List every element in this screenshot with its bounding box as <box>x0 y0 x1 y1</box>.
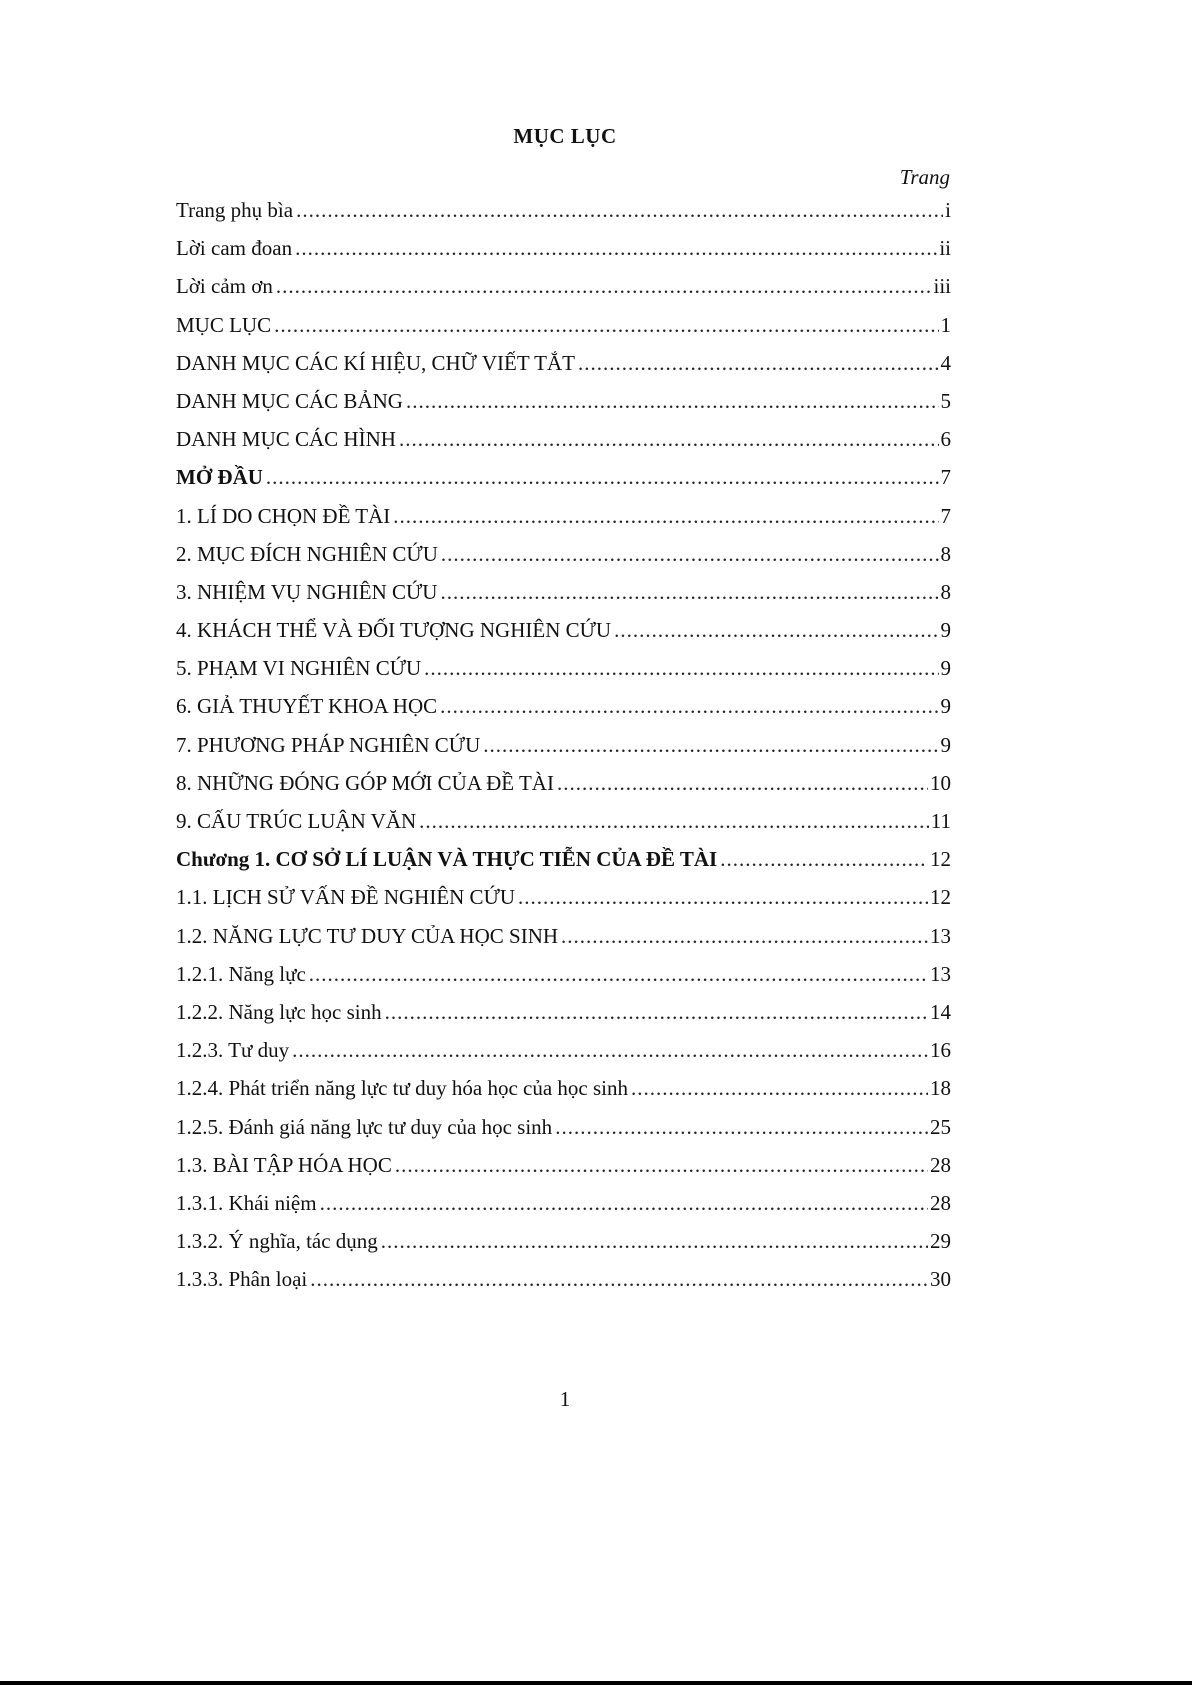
toc-entry-label: 1.2.4. Phát triển năng lực tư duy hóa học của học sinh <box>176 1076 629 1101</box>
toc-entry-label: Lời cảm ơn <box>176 274 273 299</box>
toc-entry-label: 9. CẤU TRÚC LUẬN VĂN <box>176 809 417 833</box>
toc-entry-page: 29 <box>930 1229 951 1254</box>
page-title: MỤC LỤC <box>513 124 617 148</box>
toc-entry-page: 9 <box>940 694 951 719</box>
toc-entry-page: 6 <box>940 427 951 452</box>
toc-dot-leader <box>310 1267 928 1292</box>
toc-entry-label: 8. NHỮNG ĐÓNG GÓP MỚI CỦA ĐỀ TÀI <box>176 770 554 795</box>
toc-entry[interactable] <box>176 1267 951 1305</box>
toc-entry-page: 8 <box>940 541 951 566</box>
toc-entry-page: 7 <box>940 503 951 528</box>
toc-entry-label: 1. LÍ DO CHỌN ĐỀ TÀI <box>176 503 391 528</box>
toc-dot-leader <box>309 962 928 987</box>
toc-entry[interactable] <box>176 274 951 312</box>
toc-dot-leader <box>440 694 938 719</box>
toc-entry-label: 1.2.2. Năng lực học sinh <box>176 999 382 1024</box>
toc-dot-leader <box>296 198 943 223</box>
toc-entry[interactable] <box>176 580 951 618</box>
toc-entry-page: 8 <box>940 579 951 604</box>
toc-entry[interactable] <box>176 198 951 236</box>
toc-entry-label: 1.3.1. Khái niệm <box>176 1190 317 1215</box>
toc-entry[interactable] <box>176 389 951 427</box>
page-number: 1 <box>559 1387 571 1411</box>
toc-dot-leader <box>631 1076 928 1101</box>
toc-entry-page: 7 <box>940 465 951 490</box>
toc-entry[interactable] <box>176 1076 951 1114</box>
toc-entry[interactable] <box>176 1000 951 1038</box>
bottom-border <box>0 1681 1192 1685</box>
toc-entry[interactable] <box>176 771 951 809</box>
toc-dot-leader <box>557 771 928 796</box>
toc-dot-leader <box>276 274 932 299</box>
toc-entry-label: 1.2.5. Đánh giá năng lực tư duy của học sinh <box>176 1114 553 1139</box>
toc-entry-label: 1.1. LỊCH SỬ VẤN ĐỀ NGHIÊN CỨU <box>176 885 516 910</box>
toc-dot-leader <box>292 1038 928 1063</box>
toc-entry-page: 12 <box>930 885 951 910</box>
toc-entry[interactable] <box>176 465 951 503</box>
toc-dot-leader <box>381 1229 928 1254</box>
toc-entry-page: 12 <box>930 847 951 872</box>
toc-dot-leader <box>578 351 939 376</box>
toc-dot-leader <box>393 504 938 529</box>
toc-entry-page: 28 <box>930 1190 951 1215</box>
toc-entry[interactable] <box>176 427 951 465</box>
toc-dot-leader <box>399 427 939 452</box>
toc-entry-page: iii <box>933 274 951 299</box>
toc-entry-page: 25 <box>930 1114 951 1139</box>
toc-entry-page: 4 <box>940 350 951 375</box>
toc-dot-leader <box>419 809 929 834</box>
toc-entry-page: 18 <box>930 1076 951 1101</box>
toc-entry[interactable] <box>176 313 951 351</box>
toc-entry-page: 9 <box>940 656 951 681</box>
toc-entry-label: DANH MỤC CÁC HÌNH <box>176 427 396 452</box>
toc-entry[interactable] <box>176 618 951 656</box>
toc-entry[interactable] <box>176 351 951 389</box>
toc-entry-page: 14 <box>930 999 951 1024</box>
toc-entry[interactable] <box>176 542 951 580</box>
toc-dot-leader <box>266 465 939 490</box>
toc-entry-label: 5. PHẠM VI NGHIÊN CỨU <box>176 656 422 681</box>
toc-entry-page: 9 <box>940 732 951 757</box>
toc-entry-label: Trang phụ bìa <box>176 198 294 222</box>
toc-entry-page: 30 <box>930 1267 951 1292</box>
toc-entry-label: 2. MỤC ĐÍCH NGHIÊN CỨU <box>176 541 438 566</box>
toc-entry-label: 7. PHƯƠNG PHÁP NGHIÊN CỨU <box>176 732 481 757</box>
toc-entry-page: 5 <box>940 388 951 413</box>
toc-entry[interactable] <box>176 1229 951 1267</box>
table-of-contents <box>176 198 951 1305</box>
toc-dot-leader <box>555 1115 928 1140</box>
toc-entry-label: MỞ ĐẦU <box>176 465 263 490</box>
toc-dot-leader <box>395 1153 928 1178</box>
toc-entry-label: 1.2. NĂNG LỰC TƯ DUY CỦA HỌC SINH <box>176 923 559 948</box>
toc-dot-leader <box>424 656 938 681</box>
toc-entry-page: ii <box>939 236 951 261</box>
toc-entry-page: 10 <box>930 770 951 795</box>
toc-dot-leader <box>320 1191 928 1216</box>
toc-dot-leader <box>518 885 928 910</box>
toc-entry-label: DANH MỤC CÁC KÍ HIỆU, CHỮ VIẾT TẮT <box>176 350 575 375</box>
toc-dot-leader <box>440 580 938 605</box>
toc-entry-page: 11 <box>930 809 951 833</box>
toc-dot-leader <box>483 733 938 758</box>
toc-entry-label: DANH MỤC CÁC BẢNG <box>176 388 403 413</box>
toc-entry[interactable] <box>176 656 951 694</box>
toc-entry-page: 28 <box>930 1152 951 1177</box>
toc-entry-page: 1 <box>940 312 951 337</box>
page-column-label: Trang <box>899 165 950 189</box>
toc-entry-page: 13 <box>930 961 951 986</box>
toc-entry[interactable] <box>176 504 951 542</box>
toc-entry[interactable] <box>176 809 951 847</box>
toc-dot-leader <box>441 542 939 567</box>
toc-entry-label: 6. GIẢ THUYẾT KHOA HỌC <box>176 694 438 719</box>
toc-entry-label: 3. NHIỆM VỤ NGHIÊN CỨU <box>176 579 438 604</box>
toc-entry[interactable] <box>176 1153 951 1191</box>
toc-entry-label: Lời cam đoan <box>176 236 293 261</box>
toc-entry-label: MỤC LỤC <box>176 312 272 337</box>
toc-entry[interactable] <box>176 236 951 274</box>
toc-dot-leader <box>295 236 937 261</box>
toc-entry-page: 9 <box>940 618 951 643</box>
toc-entry-label: Chương 1. CƠ SỞ LÍ LUẬN VÀ THỰC TIỄN CỦA ĐỀ TÀI <box>176 847 718 872</box>
toc-entry[interactable] <box>176 1115 951 1153</box>
toc-dot-leader <box>614 618 938 643</box>
toc-entry-label: 1.2.3. Tư duy <box>176 1038 290 1063</box>
toc-entry-page: 16 <box>930 1038 951 1063</box>
toc-entry[interactable] <box>176 1038 951 1076</box>
toc-entry[interactable] <box>176 924 951 962</box>
toc-entry[interactable] <box>176 694 951 732</box>
toc-entry[interactable] <box>176 847 951 885</box>
toc-entry-label: 4. KHÁCH THỂ VÀ ĐỐI TƯỢNG NGHIÊN CỨU <box>176 618 612 643</box>
toc-entry-label: 1.3.3. Phân loại <box>176 1267 308 1292</box>
toc-entry[interactable] <box>176 1191 951 1229</box>
toc-entry-page: 13 <box>930 923 951 948</box>
toc-entry-page: i <box>945 198 951 222</box>
toc-dot-leader <box>561 924 928 949</box>
toc-entry-label: 1.3.2. Ý nghĩa, tác dụng <box>176 1229 378 1254</box>
toc-dot-leader <box>406 389 939 414</box>
toc-entry[interactable] <box>176 885 951 923</box>
toc-dot-leader <box>385 1000 928 1025</box>
toc-dot-leader <box>720 847 928 872</box>
toc-entry[interactable] <box>176 962 951 1000</box>
toc-entry-label: 1.3. BÀI TẬP HÓA HỌC <box>176 1152 392 1177</box>
toc-entry-label: 1.2.1. Năng lực <box>176 961 306 986</box>
toc-dot-leader <box>274 313 938 338</box>
toc-entry[interactable] <box>176 733 951 771</box>
